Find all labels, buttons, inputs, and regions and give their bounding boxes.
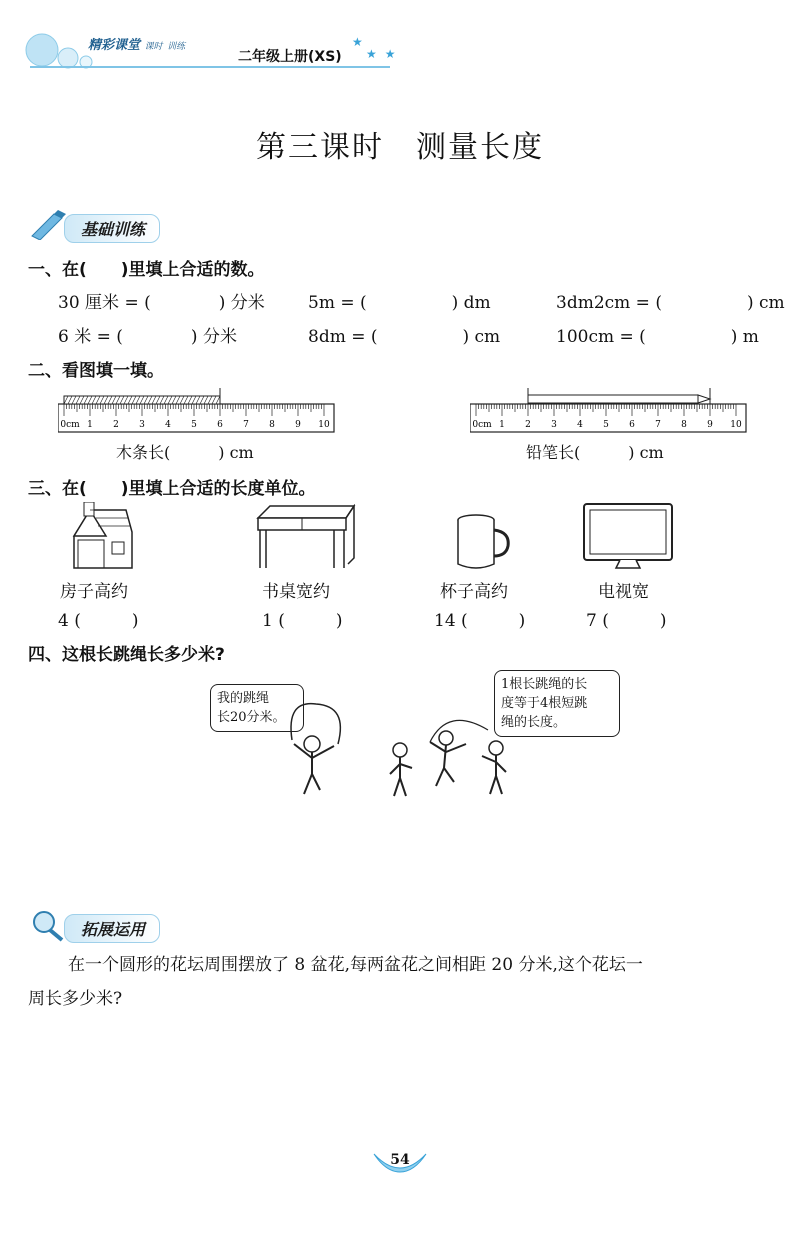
- ruler-tick-label: 9: [707, 420, 713, 430]
- ruler-tick-label: 1: [87, 420, 93, 430]
- magnifier-icon: [28, 908, 68, 946]
- wood-length-label: 木条长( ) cm: [116, 443, 254, 462]
- q1-item-3: 3dm2cm = ( ) cm: [556, 293, 785, 313]
- q1-item-6: 100cm = ( ) m: [556, 327, 759, 347]
- ruler-tick-label: 0cm: [60, 420, 80, 430]
- q3-blank-cup: 14 ( ): [434, 611, 526, 631]
- ruler-tick-label: 6: [629, 420, 635, 430]
- section-basic: 基础训练: [64, 214, 160, 243]
- tv-icon: [582, 502, 674, 570]
- series-title: 精彩课堂 课时 训练: [88, 38, 186, 53]
- ruler-tick-label: 4: [577, 420, 583, 430]
- pencil-ruler: [470, 386, 750, 434]
- stars-icon: ★ ★ ★: [352, 35, 396, 61]
- wood-ruler: [58, 386, 338, 434]
- ruler-tick-label: 5: [603, 420, 609, 430]
- bubble-right-line-2: 度等于4根短跳: [501, 696, 588, 711]
- extend-line-2: 周长多少米?: [28, 989, 123, 1009]
- q3-label-cup: 杯子高约: [440, 582, 508, 602]
- bubble-right-line-1: 1根长跳绳的长: [501, 677, 588, 692]
- ruler-tick-label: 1: [499, 420, 505, 430]
- ruler-tick-label: 3: [551, 420, 557, 430]
- children-group-illustration: [378, 716, 528, 800]
- bubble-left-line-1: 我的跳绳: [217, 691, 270, 706]
- house-icon: [66, 502, 136, 572]
- q3-blank-house: 4 ( ): [58, 611, 139, 631]
- q4-title: 四、这根长跳绳长多少米?: [28, 645, 225, 665]
- ruler-tick-label: 2: [525, 420, 531, 430]
- ruler-tick-label: 7: [655, 420, 661, 430]
- ruler-tick-label: 3: [139, 420, 145, 430]
- q3-title: 三、在( )里填上合适的长度单位。: [28, 479, 316, 499]
- header-rule: [30, 66, 390, 68]
- q1-item-4: 6 米 = ( ) 分米: [58, 327, 237, 347]
- child-jumping-rope-illustration: [276, 700, 356, 800]
- pen-icon: [28, 208, 68, 244]
- page-title: 第三课时 测量长度: [256, 130, 544, 165]
- ruler-tick-label: 5: [191, 420, 197, 430]
- ruler-tick-label: 10: [730, 420, 742, 430]
- ruler-tick-label: 8: [681, 420, 687, 430]
- q1-title: 一、在( )里填上合适的数。: [28, 260, 265, 280]
- q3-label-desk: 书桌宽约: [262, 582, 330, 602]
- ruler-tick-label: 7: [243, 420, 249, 430]
- desk-icon: [256, 504, 356, 570]
- grade-label: 二年级上册(XS): [238, 49, 342, 65]
- section-extend: 拓展运用: [64, 914, 160, 943]
- ruler-tick-label: 8: [269, 420, 275, 430]
- ruler-tick-label: 10: [318, 420, 330, 430]
- extend-line-1: 在一个圆形的花坛周围摆放了 8 盆花,每两盆花之间相距 20 分米,这个花坛一: [68, 955, 643, 975]
- ruler-tick-label: 2: [113, 420, 119, 430]
- ruler-tick-label: 9: [295, 420, 301, 430]
- q3-blank-tv: 7 ( ): [586, 611, 667, 631]
- pencil-length-label: 铅笔长( ) cm: [526, 443, 664, 462]
- cup-icon: [454, 512, 514, 570]
- q3-label-tv: 电视宽: [598, 582, 649, 602]
- page-number: 54: [390, 1152, 410, 1168]
- q3-label-house: 房子高约: [60, 582, 128, 602]
- q1-item-5: 8dm = ( ) cm: [308, 327, 501, 347]
- bubble-right-line-3: 绳的长度。: [501, 715, 567, 730]
- q1-item-2: 5m = ( ) dm: [308, 293, 491, 313]
- ruler-tick-label: 4: [165, 420, 171, 430]
- q3-blank-desk: 1 ( ): [262, 611, 343, 631]
- extend-problem: [28, 948, 778, 1016]
- pencil-tip: [698, 395, 710, 403]
- pencil-body: [528, 395, 698, 403]
- ruler-tick-label: 0cm: [472, 420, 492, 430]
- q1-item-1: 30 厘米 = ( ) 分米: [58, 293, 265, 313]
- q2-title: 二、看图填一填。: [28, 361, 164, 381]
- ruler-tick-label: 6: [217, 420, 223, 430]
- bubble-left-line-2: 长20分米。: [217, 710, 286, 725]
